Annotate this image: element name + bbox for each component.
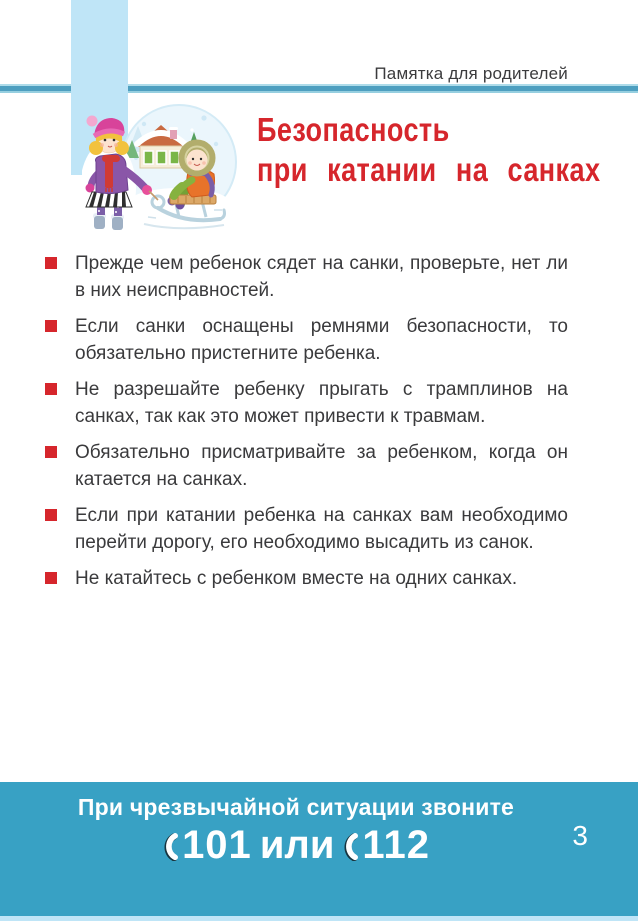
emergency-banner [0, 782, 638, 916]
bullet-square-icon [45, 320, 57, 332]
list-item-text: Если санки оснащены ремнями безопасности, то обязательно пристегните ребенка. [75, 316, 568, 364]
emergency-banner-text: При чрезвычайной ситуации звоните [77, 794, 515, 820]
bullet-square-icon [45, 383, 57, 395]
list-item [45, 502, 568, 556]
bullet-square-icon [45, 446, 57, 458]
list-item-text: Обязательно присматривайте за ребенком, когда он катается на санках. [75, 442, 568, 490]
bullet-square-icon [45, 572, 57, 584]
phone-number-101: 101 [182, 823, 252, 867]
list-item-text: Не разрешайте ребенку прыгать с трамплинов на санках, так как это может привести к травмам. [75, 379, 568, 427]
list-item [45, 376, 568, 430]
page-title-line1: Безопасность [257, 111, 450, 148]
page-header-label: Памятка для родителей [374, 64, 568, 83]
phone-number-112: 112 [362, 823, 430, 867]
safety-rules-list [45, 250, 568, 601]
bottom-accent-strip [0, 916, 638, 921]
page-title [257, 110, 638, 190]
sledding-scene-graphic [82, 100, 240, 240]
phone-receiver-icon [342, 825, 359, 871]
list-item-text: Прежде чем ребенок сядет на санки, проверьте, нет ли в них неисправностей. [75, 253, 568, 301]
page-title-line2: при катании на санках [257, 151, 601, 188]
list-item-text: Если при катании ребенка на санках вам необходимо перейти дорогу, его необходимо высадить из санок. [75, 505, 568, 553]
bullet-square-icon [45, 509, 57, 521]
conjunction-text: или [259, 823, 335, 867]
bullet-square-icon [45, 257, 57, 269]
phone-receiver-icon [162, 825, 179, 871]
emergency-numbers [0, 822, 592, 871]
list-item [45, 565, 568, 592]
page-number: 3 [572, 820, 588, 851]
list-item-text: Не катайтесь с ребенком вместе на одних санках. [75, 568, 518, 589]
children-sledding-illustration [82, 100, 240, 240]
list-item [45, 439, 568, 493]
list-item [45, 250, 568, 304]
list-item [45, 313, 568, 367]
